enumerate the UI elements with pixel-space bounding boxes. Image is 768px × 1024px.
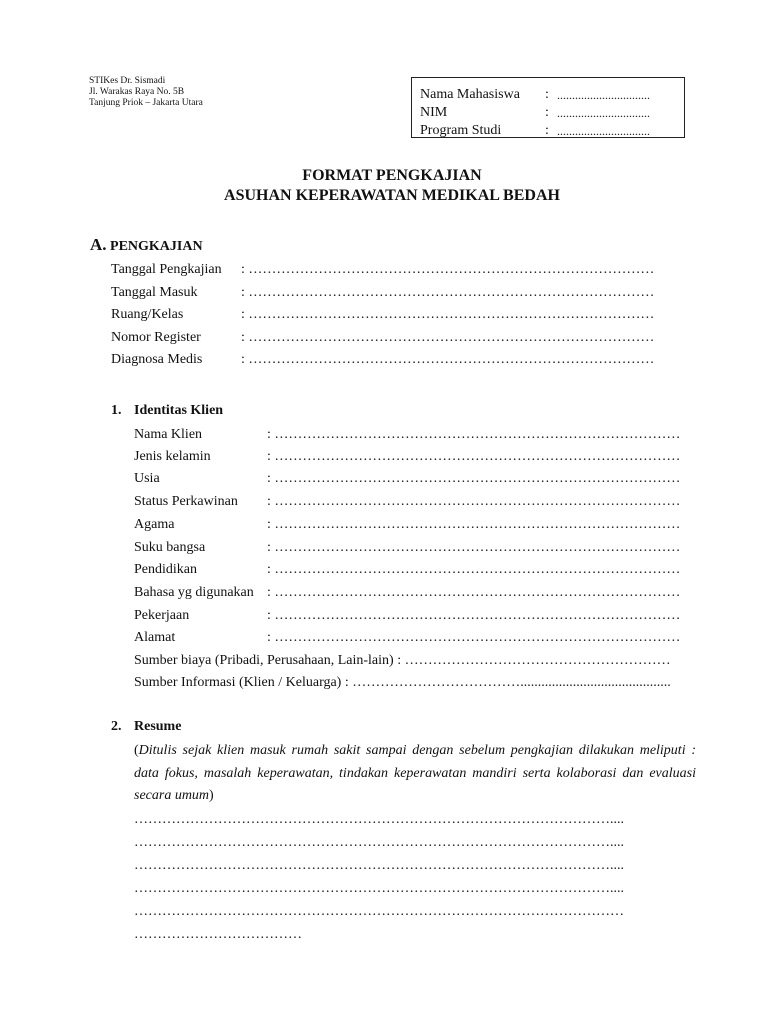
field-label: Tanggal Pengkajian — [111, 262, 222, 277]
student-program-field[interactable]: ............................... — [557, 124, 650, 138]
student-program-row — [420, 122, 684, 140]
document-title-line1: FORMAT PENGKAJIAN — [302, 167, 482, 184]
student-program-label: Program Studi — [420, 123, 502, 138]
institution-name: STIKes Dr. Sismadi — [89, 76, 166, 86]
student-name-field[interactable]: ............................... — [557, 88, 650, 102]
field-label: Agama — [134, 517, 175, 532]
field-label: Ruang/Kelas — [111, 307, 184, 322]
field-agama — [134, 515, 704, 535]
resume-line[interactable]: ……………………………… — [134, 927, 302, 942]
field-nama-klien — [134, 425, 704, 445]
field-label: Usia — [134, 471, 160, 486]
field-label: Suku bangsa — [134, 540, 206, 555]
field-blank[interactable]: : …………………………………………………………………………… — [267, 494, 681, 509]
resume-line[interactable]: ………………………………………………………………………………………….... — [134, 858, 624, 873]
section-number: 2. — [111, 719, 122, 734]
field-pendidikan — [134, 560, 704, 580]
identitas-heading — [111, 403, 311, 423]
student-name-label: Nama Mahasiswa — [420, 87, 520, 102]
student-nim-row — [420, 104, 684, 122]
section-title: Identitas Klien — [134, 403, 224, 418]
section-title: Resume — [134, 719, 182, 734]
student-name-row — [420, 86, 684, 104]
section-a-heading — [90, 235, 203, 255]
field-blank[interactable]: : …………………………………………………………………………… — [267, 562, 681, 577]
field-pekerjaan — [134, 606, 704, 626]
student-nim-label: NIM — [420, 105, 448, 120]
field-status-perkawinan — [134, 492, 704, 512]
field-nomor-register — [111, 328, 711, 348]
field-label: Tanggal Masuk — [111, 285, 198, 300]
field-label: Nomor Register — [111, 330, 201, 345]
field-tanggal-masuk — [111, 283, 711, 303]
open-paren: ( — [134, 743, 139, 758]
field-blank[interactable]: : …………………………………………………………………………… — [267, 471, 681, 486]
field-sumber-biaya[interactable]: Sumber biaya (Pribadi, Perusahaan, Lain-lain) : ………………………………………………… — [134, 653, 671, 668]
field-usia — [134, 469, 704, 489]
instruction-text: Ditulis sejak klien masuk rumah sakit sampai dengan sebelum pengkajian dilakukan meliputi : data fokus, masalah keperawatan, tindakan keperawatan mandiri serta kolaborasi dan evaluasi secara umum — [134, 743, 696, 803]
field-jenis-kelamin — [134, 447, 704, 467]
field-ruang-kelas — [111, 305, 711, 325]
field-blank[interactable]: : …………………………………………………………………………… — [267, 608, 681, 623]
field-label: Jenis kelamin — [134, 449, 211, 464]
colon: : — [545, 87, 549, 102]
field-tanggal-pengkajian — [111, 260, 711, 280]
field-blank[interactable]: : …………………………………………………………………………… — [267, 427, 681, 442]
field-blank[interactable]: : …………………………………………………………………………… — [241, 330, 655, 345]
field-label: Bahasa yg digunakan — [134, 585, 254, 600]
resume-heading — [111, 719, 311, 739]
resume-line[interactable]: ………………………………………………………………………………………….... — [134, 812, 624, 827]
field-blank[interactable]: : …………………………………………………………………………… — [241, 307, 655, 322]
section-title: PENGKAJIAN — [110, 239, 203, 254]
field-bahasa — [134, 583, 704, 603]
resume-line[interactable]: ………………………………………………………………………………………….... — [134, 835, 624, 850]
field-label: Pekerjaan — [134, 608, 190, 623]
field-blank[interactable]: : …………………………………………………………………………… — [241, 262, 655, 277]
institution-header — [89, 76, 203, 109]
field-blank[interactable]: : …………………………………………………………………………… — [267, 517, 681, 532]
field-blank[interactable]: : …………………………………………………………………………… — [241, 285, 655, 300]
field-blank[interactable]: : …………………………………………………………………………… — [241, 352, 655, 367]
document-title-line2: ASUHAN KEPERAWATAN MEDIKAL BEDAH — [224, 187, 560, 204]
field-label: Pendidikan — [134, 562, 197, 577]
field-blank[interactable]: : …………………………………………………………………………… — [267, 585, 681, 600]
resume-line[interactable]: …………………………………………………………………………………………… — [134, 904, 624, 919]
resume-line[interactable]: ………………………………………………………………………………………….... — [134, 881, 624, 896]
field-suku-bangsa — [134, 538, 704, 558]
field-label: Diagnosa Medis — [111, 352, 203, 367]
field-blank[interactable]: : …………………………………………………………………………… — [267, 449, 681, 464]
student-info-box — [411, 77, 685, 138]
institution-city: Tanjung Priok – Jakarta Utara — [89, 98, 203, 108]
resume-instructions — [134, 740, 696, 808]
field-sumber-informasi[interactable]: Sumber Informasi (Klien / Keluarga) : ………………………………........................................... — [134, 675, 671, 690]
section-letter: A. — [90, 235, 107, 254]
field-diagnosa-medis — [111, 350, 711, 370]
institution-address: Jl. Warakas Raya No. 5B — [89, 87, 185, 97]
field-label: Alamat — [134, 630, 176, 645]
field-blank[interactable]: : …………………………………………………………………………… — [267, 630, 681, 645]
field-blank[interactable]: : …………………………………………………………………………… — [267, 540, 681, 555]
field-alamat — [134, 628, 704, 648]
field-label: Nama Klien — [134, 427, 203, 442]
section-number: 1. — [111, 403, 122, 418]
colon: : — [545, 105, 549, 120]
student-nim-field[interactable]: ............................... — [557, 106, 650, 120]
colon: : — [545, 123, 549, 138]
close-paren: ) — [209, 788, 214, 803]
field-label: Status Perkawinan — [134, 494, 238, 509]
